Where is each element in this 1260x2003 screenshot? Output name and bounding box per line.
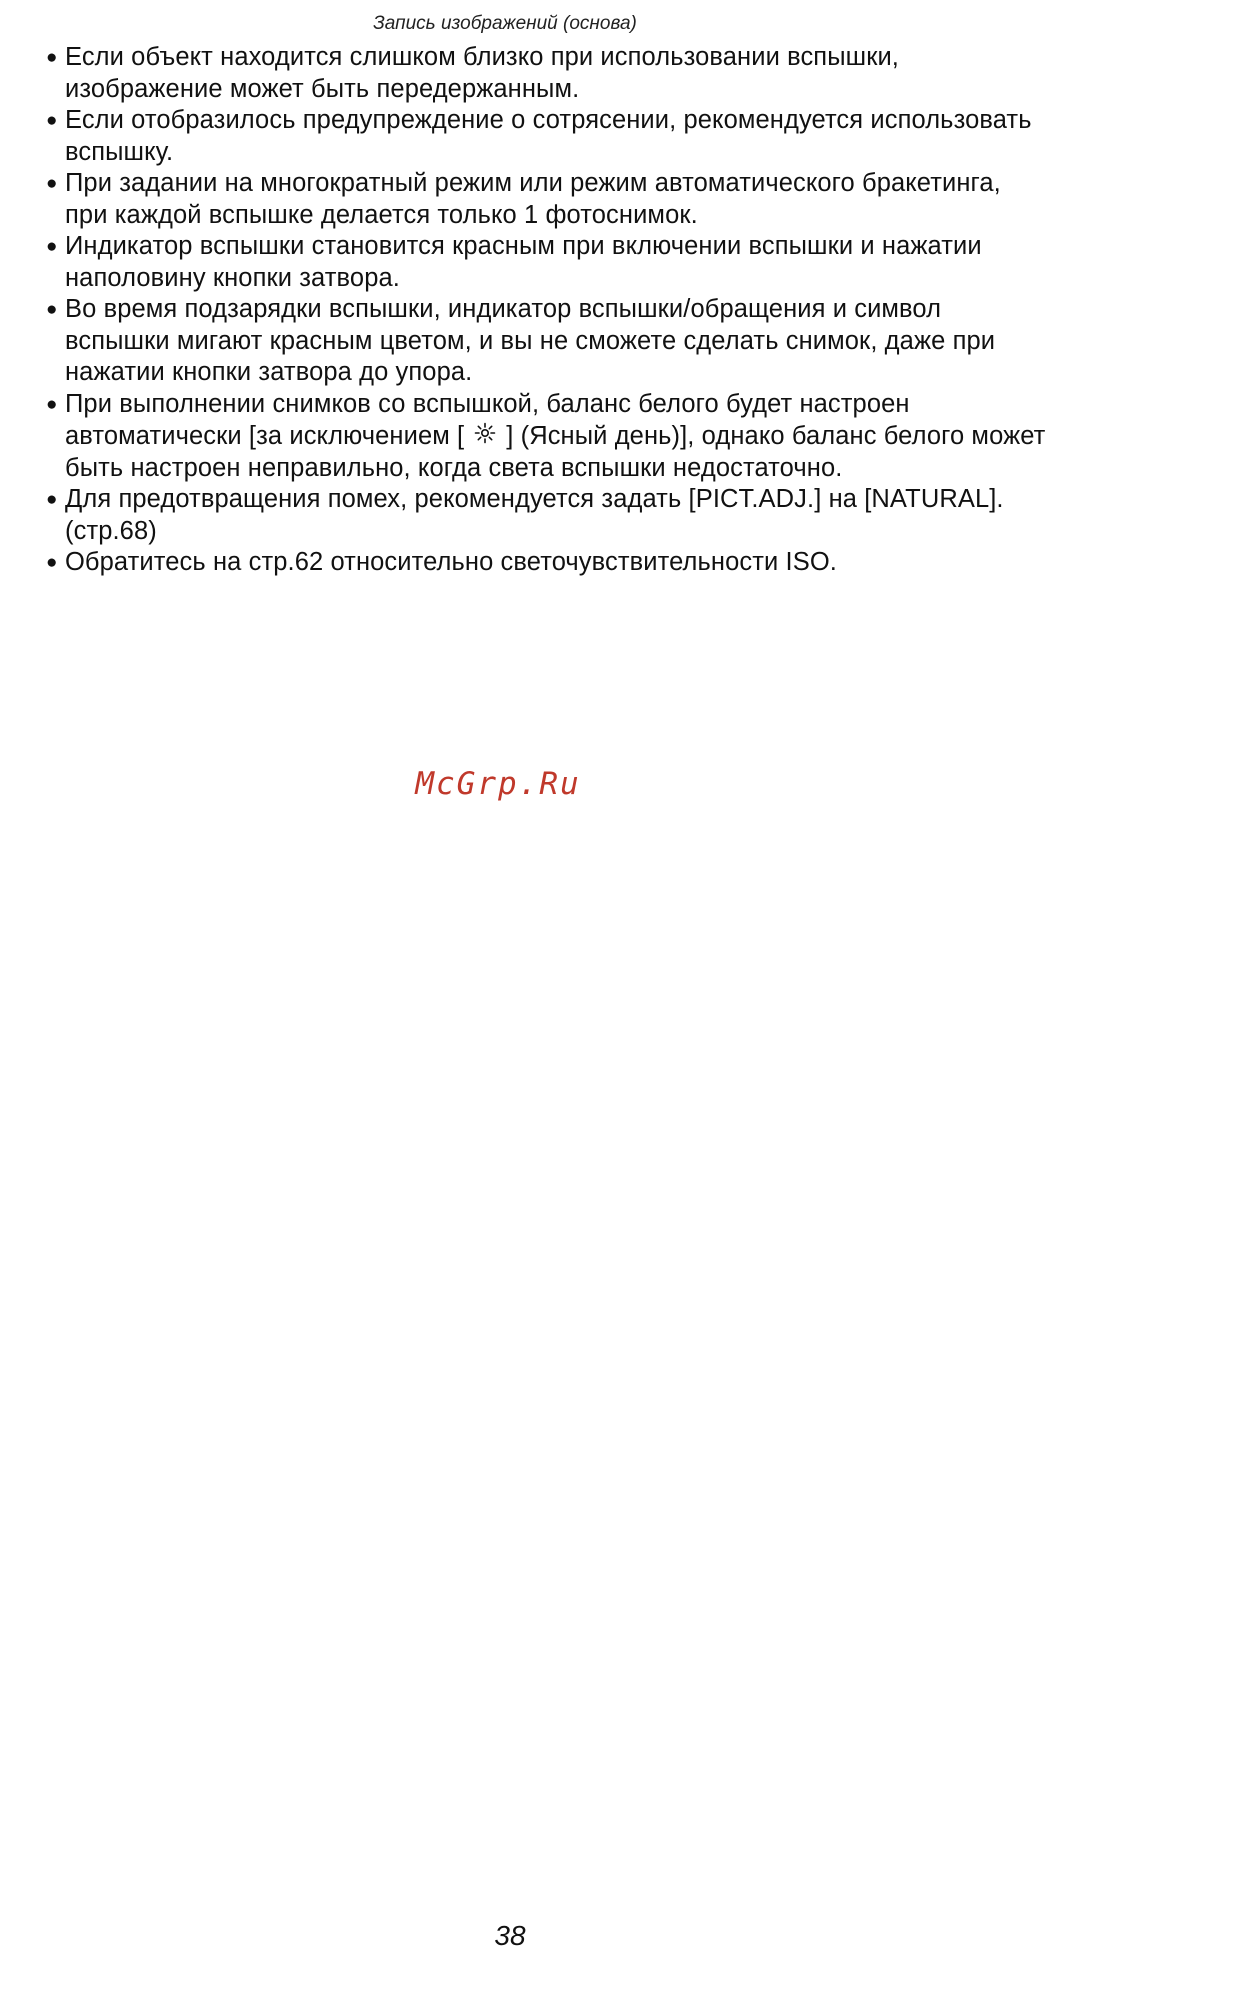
- bullet-icon: ●: [46, 110, 58, 131]
- note-text: Если объект находится слишком близко при использовании вспышки, изображение может быть передержанным.: [65, 43, 899, 103]
- note-item: [46, 105, 1046, 168]
- bullet-icon: ●: [46, 393, 58, 415]
- page-number: 38: [494, 1920, 526, 1951]
- note-item: [46, 484, 1046, 547]
- note-text: Для предотвращения помех, рекомендуется задать [PICT.ADJ.] на [NATURAL]. (стр.68): [65, 485, 1004, 545]
- note-item: [46, 231, 1046, 294]
- note-item: [46, 389, 1046, 485]
- bullet-icon: ●: [46, 552, 58, 573]
- note-item: [46, 168, 1046, 231]
- note-text-before-icon: При выполнении снимков со вспышкой, баланс белого будет настроен автоматически [за исключением [: [65, 389, 910, 450]
- note-text-after-icon: ] (Ясный день)], однако баланс белого может быть настроен неправильно, когда света вспышки недостаточно.: [65, 422, 1046, 482]
- watermark: McGrp.Ru: [415, 766, 581, 802]
- note-item: [46, 547, 1046, 579]
- note-item: [46, 294, 1046, 389]
- sun-icon: [474, 420, 496, 452]
- bullet-icon: ●: [46, 47, 58, 68]
- bullet-icon: ●: [46, 236, 58, 257]
- note-text: Индикатор вспышки становится красным при включении вспышки и нажатии наполовину кнопки затвора.: [65, 232, 982, 292]
- note-item: [46, 42, 1046, 105]
- bullet-icon: ●: [46, 489, 58, 510]
- note-text: Обратитесь на стр.62 относительно светочувствительности ISO.: [65, 548, 837, 576]
- bullet-icon: ●: [46, 299, 58, 320]
- notes-list: [46, 42, 1046, 579]
- note-text: Во время подзарядки вспышки, индикатор вспышки/обращения и символ вспышки мигают красным цветом, и вы не сможете сделать снимок, даже при нажатии кнопки затвора до упора.: [65, 295, 996, 386]
- note-text: Если отобразилось предупреждение о сотрясении, рекомендуется использовать вспышку.: [65, 106, 1032, 166]
- bullet-icon: ●: [46, 173, 58, 194]
- section-header: Запись изображений (основа): [373, 13, 637, 34]
- note-text: При задании на многократный режим или режим автоматического бракетинга, при каждой вспышке делается только 1 фотоснимок.: [65, 169, 1001, 229]
